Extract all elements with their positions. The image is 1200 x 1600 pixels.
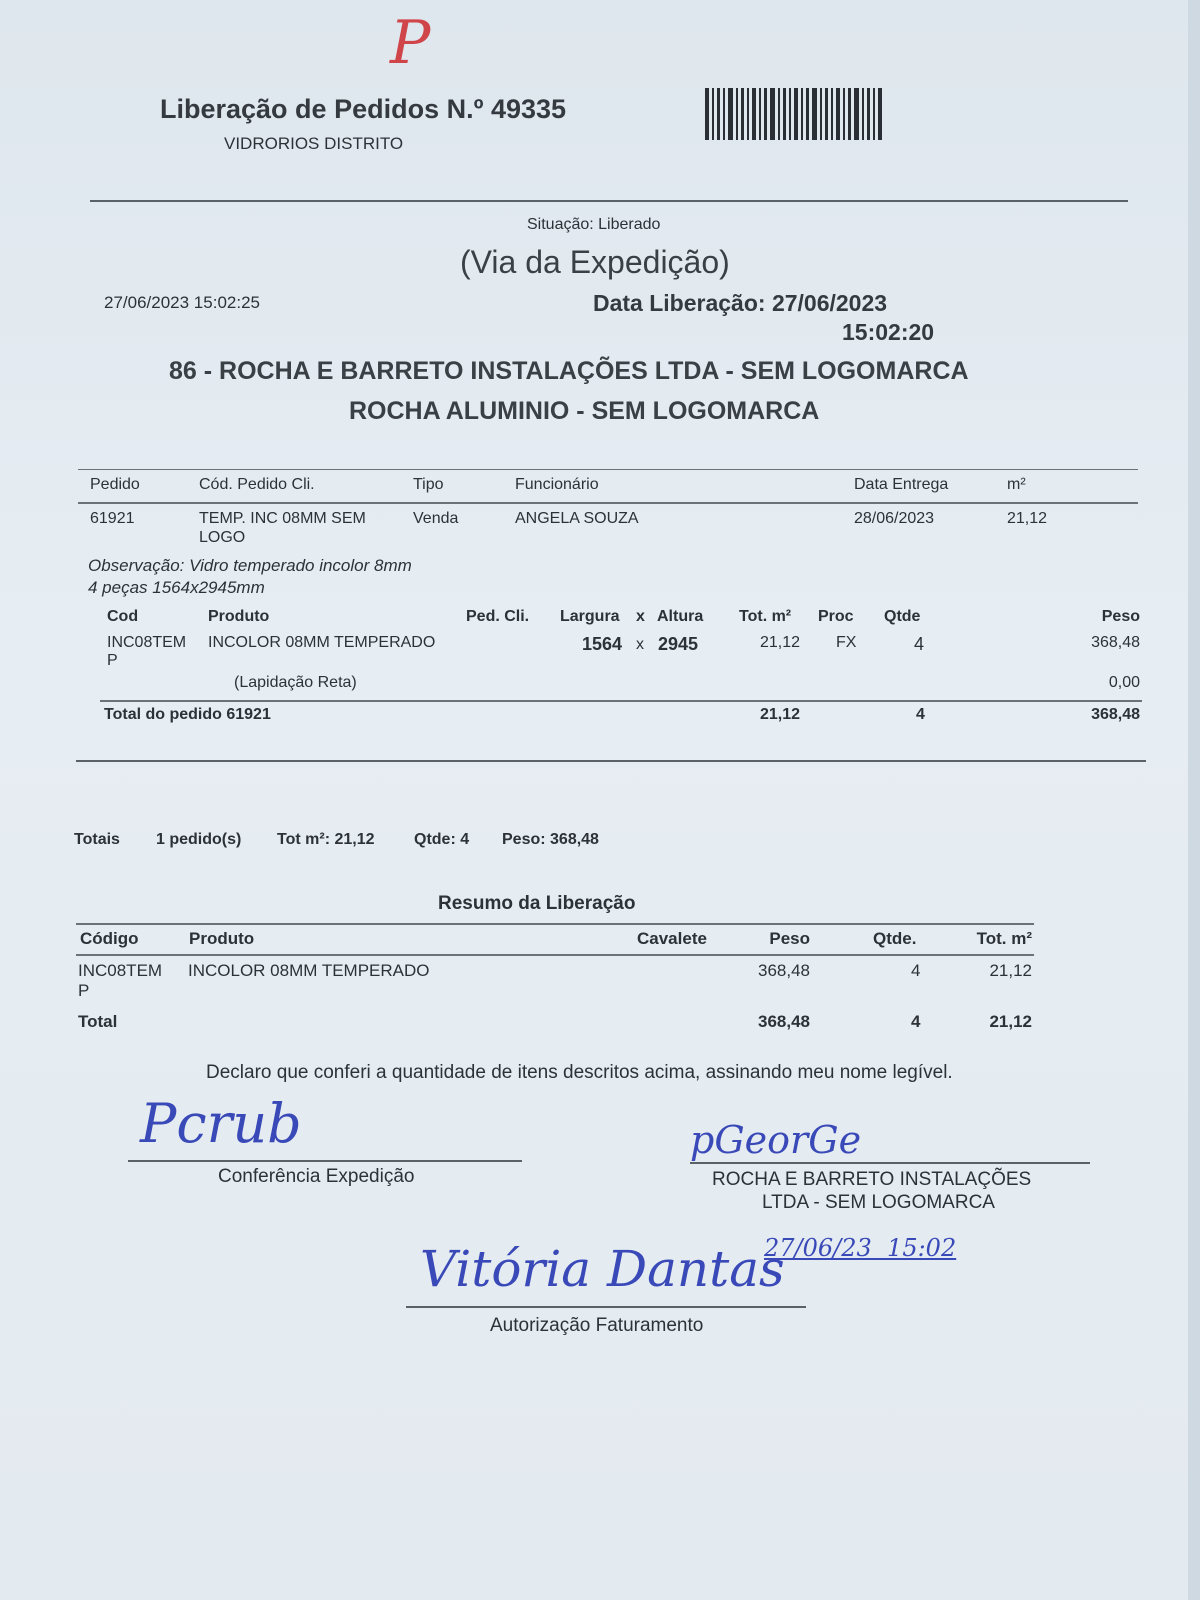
order-table-top-line — [78, 469, 1138, 470]
situacao-text: Situação: Liberado — [527, 216, 661, 233]
resumo-total-tot-m2: 21,12 — [989, 1012, 1032, 1031]
autorizacao-signature: Vitória Dantas — [420, 1240, 785, 1298]
resumo-col-qtde: Qtde. — [873, 929, 917, 948]
order-m2: 21,12 — [1007, 510, 1048, 527]
order-pedido: 61921 — [90, 510, 135, 527]
items-total-qtde: 4 — [916, 706, 925, 723]
item-col-produto: Produto — [208, 608, 270, 625]
item-cod-line1: INC08TEM — [107, 634, 187, 651]
totais-peso: Peso: 368,48 — [502, 831, 599, 848]
data-liberacao-time: 15:02:20 — [842, 319, 935, 345]
order-cod-line1: TEMP. INC 08MM SEM — [199, 510, 366, 527]
conferencia-sign-line — [128, 1160, 522, 1162]
data-liberacao: Data Liberação: 27/06/2023 — [593, 290, 888, 316]
item-col-tot-m2: Tot. m² — [739, 608, 792, 625]
print-datetime: 27/06/2023 15:02:25 — [104, 293, 260, 312]
conferencia-signature: Pcrub — [140, 1092, 302, 1155]
totais-pedidos: 1 pedido(s) — [156, 831, 242, 848]
client-name-line2: ROCHA ALUMINIO - SEM LOGOMARCA — [349, 397, 820, 425]
resumo-tot-m2: 21,12 — [989, 961, 1032, 980]
client-name-line1: 86 - ROCHA E BARRETO INSTALAÇÕES LTDA - SEM LOGOMARCA — [169, 357, 969, 385]
order-tipo: Venda — [413, 510, 459, 527]
observacao-line2: 4 peças 1564x2945mm — [88, 578, 265, 597]
item-produto: INCOLOR 08MM TEMPERADO — [208, 634, 436, 651]
item-altura: 2945 — [658, 634, 699, 654]
items-total-line — [100, 700, 1142, 702]
resumo-col-codigo: Código — [80, 929, 139, 948]
handwritten-p-mark: P — [390, 8, 431, 78]
resumo-header-line — [76, 954, 1034, 956]
client-signature: pGeorGe — [690, 1118, 862, 1162]
col-funcionario: Funcionário — [515, 476, 599, 493]
document-title: Liberação de Pedidos N.º 49335 — [160, 94, 567, 124]
item-qtde: 4 — [914, 634, 925, 654]
declaration-text: Declaro que conferi a quantidade de itens descritos acima, assinando meu nome legível. — [206, 1062, 953, 1083]
resumo-top-line — [76, 923, 1034, 925]
col-cod-pedido-cli: Cód. Pedido Cli. — [199, 476, 315, 493]
item-col-cod: Cod — [107, 608, 139, 625]
order-funcionario: ANGELA SOUZA — [515, 510, 639, 527]
resumo-col-tot-m2: Tot. m² — [976, 929, 1032, 948]
observacao-line1: Observação: Vidro temperado incolor 8mm — [88, 556, 412, 575]
item-col-ped-cli: Ped. Cli. — [466, 608, 530, 625]
page-edge — [1188, 0, 1200, 1600]
item-col-largura: Largura — [560, 608, 620, 625]
col-data-entrega: Data Entrega — [854, 476, 949, 493]
item-sub-peso: 0,00 — [1108, 674, 1140, 691]
item-proc: FX — [836, 634, 857, 651]
item-sub-lapidacao: (Lapidação Reta) — [234, 674, 357, 691]
totais-tot-m2: Tot m²: 21,12 — [277, 831, 375, 848]
col-m2: m² — [1007, 476, 1026, 493]
item-x: x — [636, 636, 644, 653]
resumo-col-peso: Peso — [769, 929, 810, 948]
via-text: (Via da Expedição) — [460, 244, 730, 280]
resumo-total-label: Total — [78, 1012, 118, 1031]
barcode-icon — [705, 88, 885, 140]
item-col-x: x — [636, 608, 645, 625]
resumo-peso: 368,48 — [758, 961, 810, 980]
autorizacao-label: Autorização Faturamento — [490, 1315, 704, 1336]
order-table-header-line — [78, 502, 1138, 504]
resumo-total-peso: 368,48 — [758, 1012, 810, 1031]
client-sign-label-line1: ROCHA E BARRETO INSTALAÇÕES — [712, 1169, 1032, 1190]
col-tipo: Tipo — [413, 476, 444, 493]
resumo-codigo-line2: P — [78, 981, 90, 1000]
header-divider — [90, 200, 1128, 202]
conferencia-label: Conferência Expedição — [218, 1166, 415, 1187]
item-col-qtde: Qtde — [884, 608, 921, 625]
company-name: VIDRORIOS DISTRITO — [224, 134, 404, 153]
item-col-altura: Altura — [657, 608, 704, 625]
item-largura: 1564 — [582, 634, 623, 654]
resumo-title: Resumo da Liberação — [438, 893, 636, 914]
item-peso: 368,48 — [1091, 634, 1140, 651]
items-bottom-divider — [76, 760, 1146, 762]
items-total-tot-m2: 21,12 — [759, 706, 800, 723]
item-cod-line2: P — [107, 652, 118, 669]
totais-label: Totais — [74, 831, 120, 848]
resumo-col-produto: Produto — [189, 929, 255, 948]
col-pedido: Pedido — [90, 476, 140, 493]
items-total-label: Total do pedido 61921 — [104, 706, 271, 723]
client-sign-date: 27/06/23 15:02 — [764, 1234, 957, 1262]
resumo-qtde: 4 — [911, 961, 921, 980]
resumo-col-cavalete: Cavalete — [637, 929, 707, 948]
resumo-total-qtde: 4 — [911, 1012, 921, 1031]
item-tot-m2: 21,12 — [759, 634, 800, 651]
order-cod-line2: LOGO — [199, 529, 246, 546]
order-data-entrega: 28/06/2023 — [854, 510, 935, 527]
autorizacao-sign-line — [406, 1306, 806, 1308]
client-sign-line — [690, 1162, 1090, 1164]
items-total-peso: 368,48 — [1091, 706, 1140, 723]
resumo-codigo-line1: INC08TEM — [78, 961, 163, 980]
client-sign-label-line2: LTDA - SEM LOGOMARCA — [762, 1192, 995, 1213]
totais-qtde: Qtde: 4 — [414, 831, 470, 848]
item-col-proc: Proc — [818, 608, 854, 625]
resumo-produto: INCOLOR 08MM TEMPERADO — [188, 961, 430, 980]
item-col-peso: Peso — [1101, 608, 1140, 625]
